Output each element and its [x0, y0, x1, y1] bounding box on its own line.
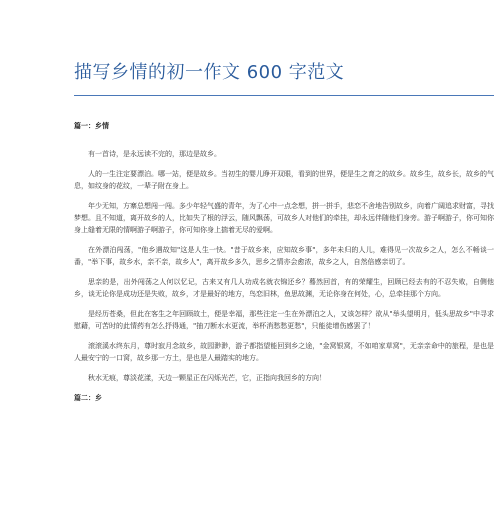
- title-divider: [74, 95, 494, 96]
- paragraph: 滚滚溪水终东月，尊时寂月念故乡，故园渺渺，游子都指望能回到乡之途，"金窝银窝，不如咱家草窝"，无亲亲命中的旅程，是也是人最安宁的一口窝，故乡那一方土，是也是人最踏实的地方。: [74, 342, 494, 362]
- paragraph: 年少无知，方寨总想闯一闯。多少年轻气盛的青年，为了心中一点念想，拼一拼手，悲恋不舍地告别故乡，向着广阔追求财富，寻找梦想。且不知道，离开故乡的人，比如失了根的浮云，随风飘荡，可故乡人对他们的牵挂，却永远伴随他们身旁。游子啊游子，你可知你身上缝着无限的情啊游子啊游子，你可知你身上揣着无尽的爱啊。: [74, 202, 494, 234]
- paragraph: 是经历苍桑，但此在客生之年回顾故土，便是幸福，那些注定一生在外漂泊之人，又该怎样？欲从"举头望明月，低头思故乡"中寻求慰藉，可苦时的此情药有怎么抒得通，"抽刀断水水更流，举杯消愁愁更愁"，只能徒增伤感罢了！: [74, 310, 494, 330]
- section-heading: 篇二：乡: [74, 394, 102, 402]
- section-heading: 篇一：乡情: [74, 122, 109, 130]
- document-title: 描写乡情的初一作文 600 字范文: [74, 62, 345, 83]
- paragraph: 有一首诗，是永远读不完的，那边是故乡。: [88, 150, 221, 158]
- paragraph: 人的一生注定要漂泊。哪一站，便是故乡。当初生的婴儿睁开双眼，看到的世界，便是生之育之的故乡。故乡生，故乡长，故乡的气息，如纹身的花纹，一辈子附在身上。: [74, 170, 494, 190]
- paragraph: 在外漂泊闯荡，"他乡遇故知"这是人生一快。"昔于故乡来，应知故乡事"，多年未归的人儿，难得见一次故乡之人，怎么不畅谈一番，"举下事，故乡水，亲不亲，故乡人"，离开故乡多久，思乡之情亦会愈浓，故乡之人，自然倍感亲切了。: [74, 246, 494, 266]
- paragraph: 秋水无痕，尊淡花漾，天边一颗星正在闪烁光芒，它，正指向我回乡的方向！: [88, 374, 326, 382]
- document-body: [74, 120, 494, 404]
- paragraph: 思亲的是，出外闯荡之人何以忆记，古来又有几人功成名就衣锦还乡？蓦然回首，有的荣耀生，回顾已经去有的不忍失败，自侧他乡，谈无论你是成功还是失败，故乡，才是最好的地方，鸟恋旧林，鱼思故渊，无论你身在何处，心，总牵挂那个方向。: [74, 278, 494, 298]
